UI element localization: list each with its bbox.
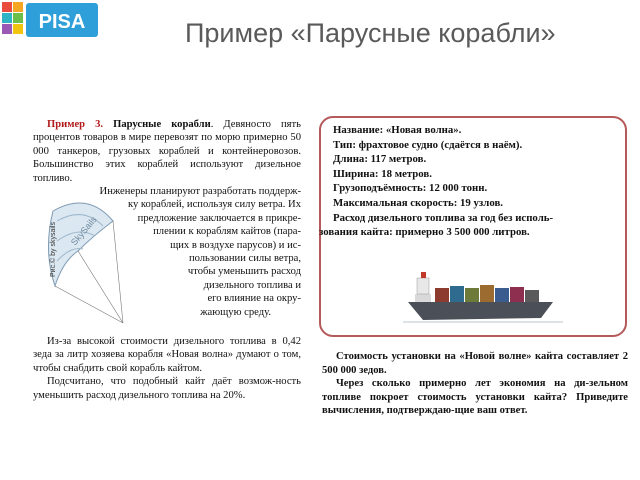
wrap-line: ку кораблей, используя силу ветра. Их bbox=[127, 199, 301, 211]
wrap-line: пользовании силы ветра, bbox=[188, 253, 301, 265]
logo-text: PISA bbox=[38, 11, 86, 33]
spec-fuel-line2: зования кайта: примерно 3 500 000 литров. bbox=[319, 226, 530, 239]
spec-length: Длина: 117 метров. bbox=[333, 153, 427, 166]
wrap-line: чтобы уменьшить расход bbox=[187, 266, 301, 278]
kite-wrap-block bbox=[33, 185, 301, 335]
reduction-paragraph: Подсчитано, что подобный кайт даёт возмож-ность уменьшить расход дизельного топлива на 20%. bbox=[33, 376, 301, 401]
spec-type: Тип: фрахтовое судно (сдаётся в наём). bbox=[333, 138, 523, 151]
intro-paragraph bbox=[33, 118, 301, 185]
wrap-line: щих в воздухе парусов) и ис- bbox=[170, 239, 301, 251]
wrap-line: Инженеры планируют разработать поддерж- bbox=[99, 186, 301, 198]
ship-specs bbox=[319, 123, 633, 240]
spec-capacity: Грузоподъёмность: 12 000 тонн. bbox=[333, 182, 488, 195]
wrap-line: его влияние на окру- bbox=[207, 293, 301, 305]
question-block bbox=[322, 350, 628, 418]
wrap-line: плении к кораблям кайтов (пара- bbox=[153, 226, 301, 238]
spec-speed: Максимальная скорость: 19 узлов. bbox=[333, 196, 503, 209]
wrap-line: дизельного топлива и bbox=[203, 279, 301, 291]
task-heading: Парусные корабли bbox=[113, 119, 211, 130]
page-title: Пример «Парусные корабли» bbox=[185, 18, 556, 48]
cost-paragraph: Из-за высокой стоимости дизельного топлива в 0,42 зеда за литр хозяева корабля «Новая волна» думают о том, чтобы снабдить свой корабль кайтом. bbox=[33, 336, 301, 374]
wrap-line: жающую среду. bbox=[200, 306, 271, 318]
task-text bbox=[33, 118, 301, 402]
pisa-logo bbox=[0, 0, 100, 42]
photo-credit: Рис.© by skysails bbox=[50, 222, 57, 278]
spec-fuel-line1: Расход дизельного топлива за год без исполь- bbox=[333, 211, 554, 224]
task-label: Пример 3. bbox=[47, 119, 104, 130]
spec-width: Ширина: 18 метров. bbox=[333, 167, 432, 180]
wrap-line: предложение заключается в прикре- bbox=[137, 212, 301, 224]
svg-text:SkySails: SkySails bbox=[68, 214, 99, 248]
spec-name: Название: «Новая волна». bbox=[333, 124, 462, 136]
cargo-ship-image bbox=[403, 258, 563, 328]
intro-text: . Девяносто пять процентов товаров в мире перевозят по морю примерно 50 000 танкеров, грузовых кораблей и контейнеровозов. Большинство этих кораблей используют дизельное топливо. bbox=[33, 119, 302, 184]
question-ask: Через сколько примерно лет экономия на ди-зельном топливе покроет стоимость установки кайта? Приведите вычисления, подтверждаю-щие ваш ответ. bbox=[322, 378, 628, 417]
question-cost: Стоимость установки на «Новой волне» кайта составляет 2 500 000 зедов. bbox=[322, 351, 628, 376]
